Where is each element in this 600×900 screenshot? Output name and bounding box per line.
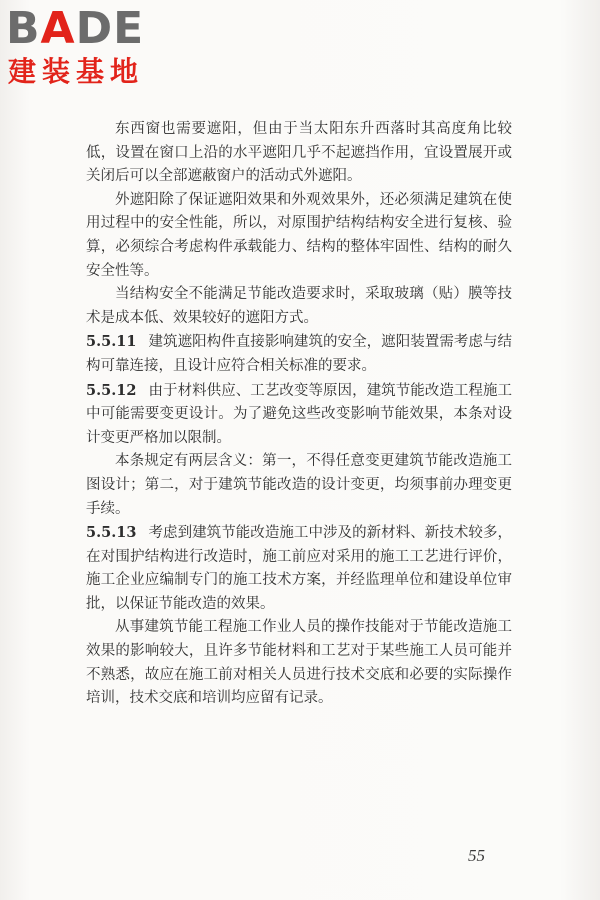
clause-5-5-11 xyxy=(86,330,512,378)
paragraph: 外遮阳除了保证遮阳效果和外观效果外，还必须满足建筑在使用过程中的安全性能，所以，对原围护结构结构安全进行复核、验算，必须综合考虑构件承载能力、结构的整体牢固性、结构的耐久安全性等。 xyxy=(86,191,512,279)
paragraph: 本条规定有两层含义：第一，不得任意变更建筑节能改造施工图设计；第二，对于建筑节能改造的设计变更，均须事前办理变更手续。 xyxy=(86,453,512,517)
logo-wordmark: BADE xyxy=(6,3,145,54)
paragraph: 当结构安全不能满足节能改造要求时，采取玻璃（贴）膜等技术是成本低、效果较好的遮阳方式。 xyxy=(86,286,512,326)
clause-5-5-12 xyxy=(86,379,512,451)
paragraph: 东西窗也需要遮阳，但由于当太阳东升西落时其高度角比较低，设置在窗口上沿的水平遮阳几乎不起遮挡作用，宜设置展开或关闭后可以全部遮蔽窗户的活动式外遮阳。 xyxy=(86,121,512,185)
logo-subtitle: 建装基地 xyxy=(8,55,145,88)
clause-text: 建筑遮阳构件直接影响建筑的安全，遮阳装置需考虑与结构可靠连接，且设计应符合相关标准的要求。 xyxy=(86,334,512,374)
clause-number: 5.5.13 xyxy=(86,524,137,542)
clause-number: 5.5.11 xyxy=(86,333,137,351)
clause-text: 由于材料供应、工艺改变等原因，建筑节能改造工程施工中可能需要变更设计。为了避免这些改变影响节能效果，本条对设计变更严格加以限制。 xyxy=(86,382,512,446)
bade-logo xyxy=(6,3,186,96)
clause-5-5-13 xyxy=(86,521,512,616)
body-text xyxy=(86,118,512,711)
paragraph: 从事建筑节能工程施工作业人员的操作技能对于节能改造施工效果的影响较大，且许多节能材料和工艺对于某些施工人员可能并不熟悉，故应在施工前对相关人员进行技术交底和必要的实际操作培训，技术交底和培训均应留有记录。 xyxy=(86,619,512,707)
page-number: 55 xyxy=(468,846,485,865)
clause-text: 考虑到建筑节能改造施工中涉及的新材料、新技术较多，在对围护结构进行改造时，施工前应对采用的施工工艺进行评价，施工企业应编制专门的施工技术方案，并经监理单位和建设单位审批，以保证节能改造的效果。 xyxy=(86,525,512,612)
clause-number: 5.5.12 xyxy=(86,381,137,399)
